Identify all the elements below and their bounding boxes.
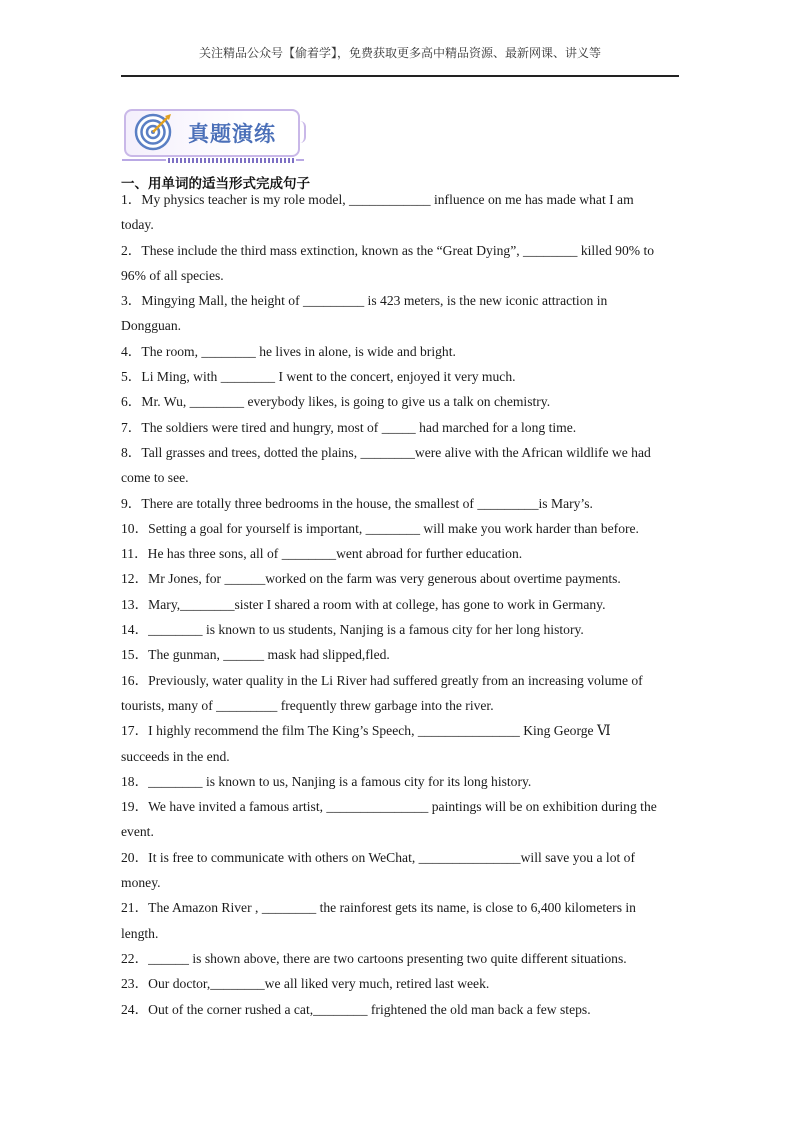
target-arrow-icon — [134, 113, 172, 151]
exercise-line: 17．I highly recommend the film The King’s Speech, _______________ King George Ⅵ — [121, 723, 611, 739]
section-heading: 一、用单词的适当形式完成句子 — [121, 176, 310, 192]
header-divider — [121, 75, 679, 77]
exercise-line: event. — [121, 824, 154, 840]
exercise-line: 96% of all species. — [121, 267, 224, 283]
exercise-line: 15．The gunman, ______ mask had slipped,fled. — [121, 647, 390, 663]
exercise-line: 9．There are totally three bedrooms in the house, the smallest of _________is Mary’s. — [121, 495, 593, 511]
exercise-line: 22．______ is shown above, there are two cartoons presenting two quite different situations. — [121, 950, 627, 966]
exercise-line: 21．The Amazon River , ________ the rainforest gets its name, is close to 6,400 kilometers in — [121, 900, 636, 916]
badge-underline-right — [296, 159, 304, 161]
exercise-line: 19．We have invited a famous artist, _______________ paintings will be on exhibition during the — [121, 799, 657, 815]
exercise-line: 2．These include the third mass extinction, known as the “Great Dying”, ________ killed 90% to — [121, 242, 655, 258]
exercise-line: length. — [121, 925, 159, 941]
exercise-line: 4．The room, ________ he lives in alone, is wide and bright. — [121, 343, 456, 359]
exercise-line: 24．Out of the corner rushed a cat,________ frightened the old man back a few steps. — [121, 1001, 591, 1017]
exercise-line: come to see. — [121, 470, 189, 486]
exercise-line: 3．Mingying Mall, the height of _________ is 423 meters, is the new iconic attraction in — [121, 293, 608, 309]
exercise-line: Dongguan. — [121, 318, 182, 334]
exercise-line: 18．________ is known to us, Nanjing is a famous city for its long history. — [121, 773, 532, 789]
exercise-line: 11．He has three sons, all of ________went abroad for further education. — [121, 546, 523, 562]
section-badge — [122, 107, 304, 163]
exercise-line: 20．It is free to communicate with others on WeChat, _______________will save you a lot of — [121, 849, 635, 865]
exercise-line: 14．________ is known to us students, Nanjing is a famous city for her long history. — [121, 622, 584, 638]
exercise-line: money. — [121, 875, 161, 891]
badge-title: 真题演练 — [188, 122, 276, 146]
exercise-line: 16．Previously, water quality in the Li River had suffered greatly from an increasing volume of — [121, 672, 643, 688]
exercise-line: 12．Mr Jones, for ______worked on the farm was very generous about overtime payments. — [121, 571, 621, 587]
exercise-line: 5．Li Ming, with ________ I went to the concert, enjoyed it very much. — [121, 369, 516, 385]
exercise-line: today. — [121, 217, 154, 233]
exercise-line: succeeds in the end. — [121, 748, 230, 764]
exercise-line: 10．Setting a goal for yourself is important, ________ will make you work harder than before. — [121, 520, 639, 536]
exercise-line: 6．Mr. Wu, ________ everybody likes, is going to give us a talk on chemistry. — [121, 394, 551, 410]
exercise-line: 13．Mary,________sister I shared a room with at college, has gone to work in Germany. — [121, 596, 606, 612]
exercise-line: 8．Tall grasses and trees, dotted the plains, ________were alive with the African wildlife we had — [121, 444, 651, 460]
exercise-line: tourists, many of _________ frequently threw garbage into the river. — [121, 697, 494, 713]
exercise-line: 7．The soldiers were tired and hungry, most of _____ had marched for a long time. — [121, 419, 577, 435]
exercise-line: 23．Our doctor,________we all liked very much, retired last week. — [121, 976, 490, 992]
exercise-list — [121, 187, 681, 1022]
badge-underline-left — [122, 159, 166, 161]
badge-underline-bars — [168, 158, 294, 163]
exercise-line: 1．My physics teacher is my role model, ____________ influence on me has made what I am — [121, 192, 634, 207]
page-header-text: 关注精品公众号【偷着学】，免费获取更多高中精品资源、最新网课、讲义等 — [198, 46, 601, 60]
